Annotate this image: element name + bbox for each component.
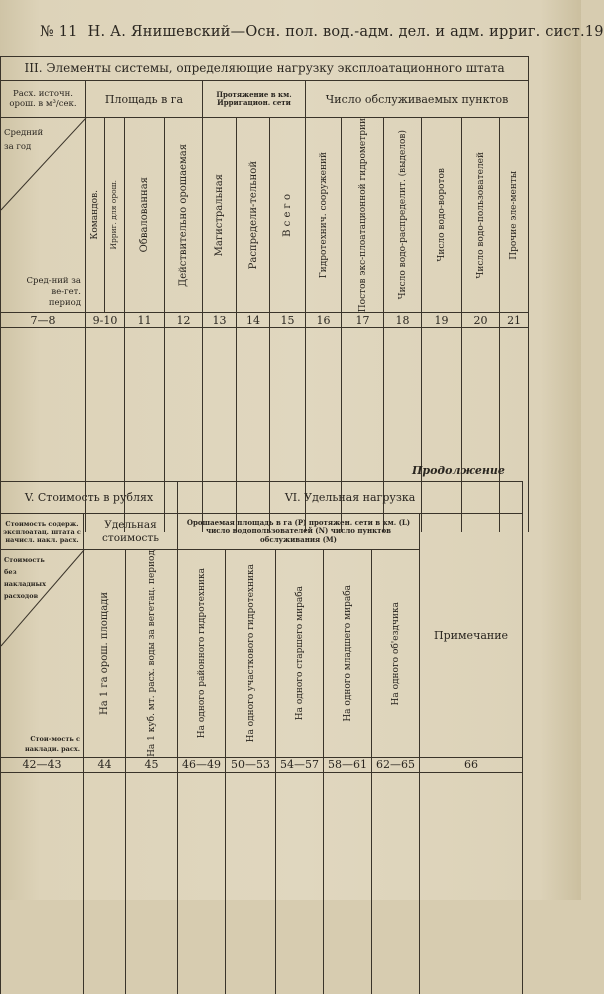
length-col-distrib: Распредели-тельной — [247, 160, 259, 270]
points-col-users: Число водо-пользователей — [475, 151, 486, 279]
col-number: 13 — [203, 313, 237, 328]
col-number: 66 — [420, 757, 523, 772]
area-col-irrigable: Ирриг. для орош. — [109, 180, 119, 250]
running-title: —Осн. пол. вод.-адм. дел. и адм. ирриг. сист. — [230, 24, 585, 40]
page-header — [40, 20, 604, 44]
col-number: 50—53 — [226, 757, 276, 772]
col-number: 44 — [84, 757, 126, 772]
area-col-irrigated: Действительно орошаемая — [178, 143, 189, 287]
col-number: 20 — [462, 313, 500, 328]
length-col-main: Магистральная — [214, 173, 225, 257]
col-number: 21 — [500, 313, 529, 328]
area-group-header: Площадь в га — [86, 81, 203, 118]
col-number: 54—57 — [276, 757, 324, 772]
continuation-label: Продолжение — [412, 464, 505, 477]
area-col-commanded: Командов. — [90, 190, 100, 240]
unit-col-per-m3: На 1 куб. мт. расх. воды за вегетац. период — [146, 550, 157, 757]
length-group-header: Протяжение в км. Ирригацион. сети — [203, 81, 306, 118]
col-number: 7—8 — [1, 313, 86, 328]
col-number: 42—43 — [1, 757, 84, 772]
table-elements — [0, 56, 529, 532]
col-number: 62—65 — [372, 757, 420, 772]
table-cost-load — [0, 481, 523, 994]
col-number: 17 — [342, 313, 384, 328]
flow-diagonal-cell — [1, 118, 86, 313]
area-col-embanked: Обвалованная — [139, 177, 150, 253]
col-number: 58—61 — [324, 757, 372, 772]
load-col-district: На одного районного гидротехника — [196, 568, 207, 739]
diag-bottom-label: Стои-мость с наклади. расх. — [25, 734, 80, 753]
diag-top-label: Средний за год — [4, 128, 44, 152]
points-col-distributors: Число водо-распределит. (выделов) — [397, 130, 408, 300]
table1-title: III. Элементы системы, определяющие нагрузку эксплоатационного штата — [1, 56, 529, 81]
points-col-structures: Гидротехнич. сооружений — [318, 151, 329, 279]
flow-header: Расх. источн. орош. в м³/сек. — [1, 81, 86, 118]
col-number: 45 — [126, 757, 178, 772]
col-number: 11 — [125, 313, 165, 328]
remark-header: Примечание — [420, 514, 523, 758]
cost-diagonal-cell — [1, 550, 84, 758]
col-number: 9-10 — [86, 313, 125, 328]
load-col-section: На одного участкового гидротехника — [245, 564, 256, 743]
col-number: 16 — [306, 313, 342, 328]
load-group-header: VI. Удельная нагрузка — [178, 482, 523, 514]
load-col-senior-mirab: На одного старшего мираба — [294, 586, 305, 721]
load-sub-header: Орошаемая площадь в га (P) протяжен. сети в км. (L) число водопользователей (N) число пунктов обслуживания (M) — [178, 514, 420, 550]
cost-group-header: V. Стоимость в рублях — [1, 482, 178, 514]
table2-number-row — [1, 757, 523, 772]
col-number: 12 — [165, 313, 203, 328]
points-group-header: Число обслуживаемых пунктов — [306, 81, 529, 118]
unit-col-per-ha: На 1 га орош. площади — [99, 591, 110, 715]
author-name: Н. А. Янишевский — [87, 24, 231, 40]
points-col-other: Прочие эле-менты — [509, 170, 520, 260]
col-number: 19 — [422, 313, 462, 328]
length-col-total: В с е г о — [282, 193, 293, 237]
points-col-hydrometry: Постов экс-плоатационной гидрометрии — [357, 118, 368, 313]
points-col-gates: Число водо-воротов — [436, 168, 447, 262]
cost-sub-header: Стоимость содерж. эксплоатац. штата с начисл. накл. расх. — [1, 514, 84, 550]
issue-number: № 11 — [40, 24, 78, 40]
load-col-rider: На одного об'ездчика — [390, 601, 401, 706]
col-number: 46—49 — [178, 757, 226, 772]
col-number: 18 — [384, 313, 422, 328]
col-number: 14 — [237, 313, 270, 328]
load-col-junior-mirab: На одного младшего мираба — [342, 585, 353, 722]
table1-number-row — [1, 313, 529, 328]
col-number: 15 — [270, 313, 306, 328]
table2-empty-body — [1, 772, 523, 994]
page-number: 19 — [584, 24, 604, 40]
diag-top-label: Стоимость без накладных расходов — [4, 556, 46, 600]
diag-bottom-label: Сред-ний за ве-гет. период — [26, 276, 81, 309]
unit-cost-header: Удельная стоимость — [84, 514, 178, 550]
